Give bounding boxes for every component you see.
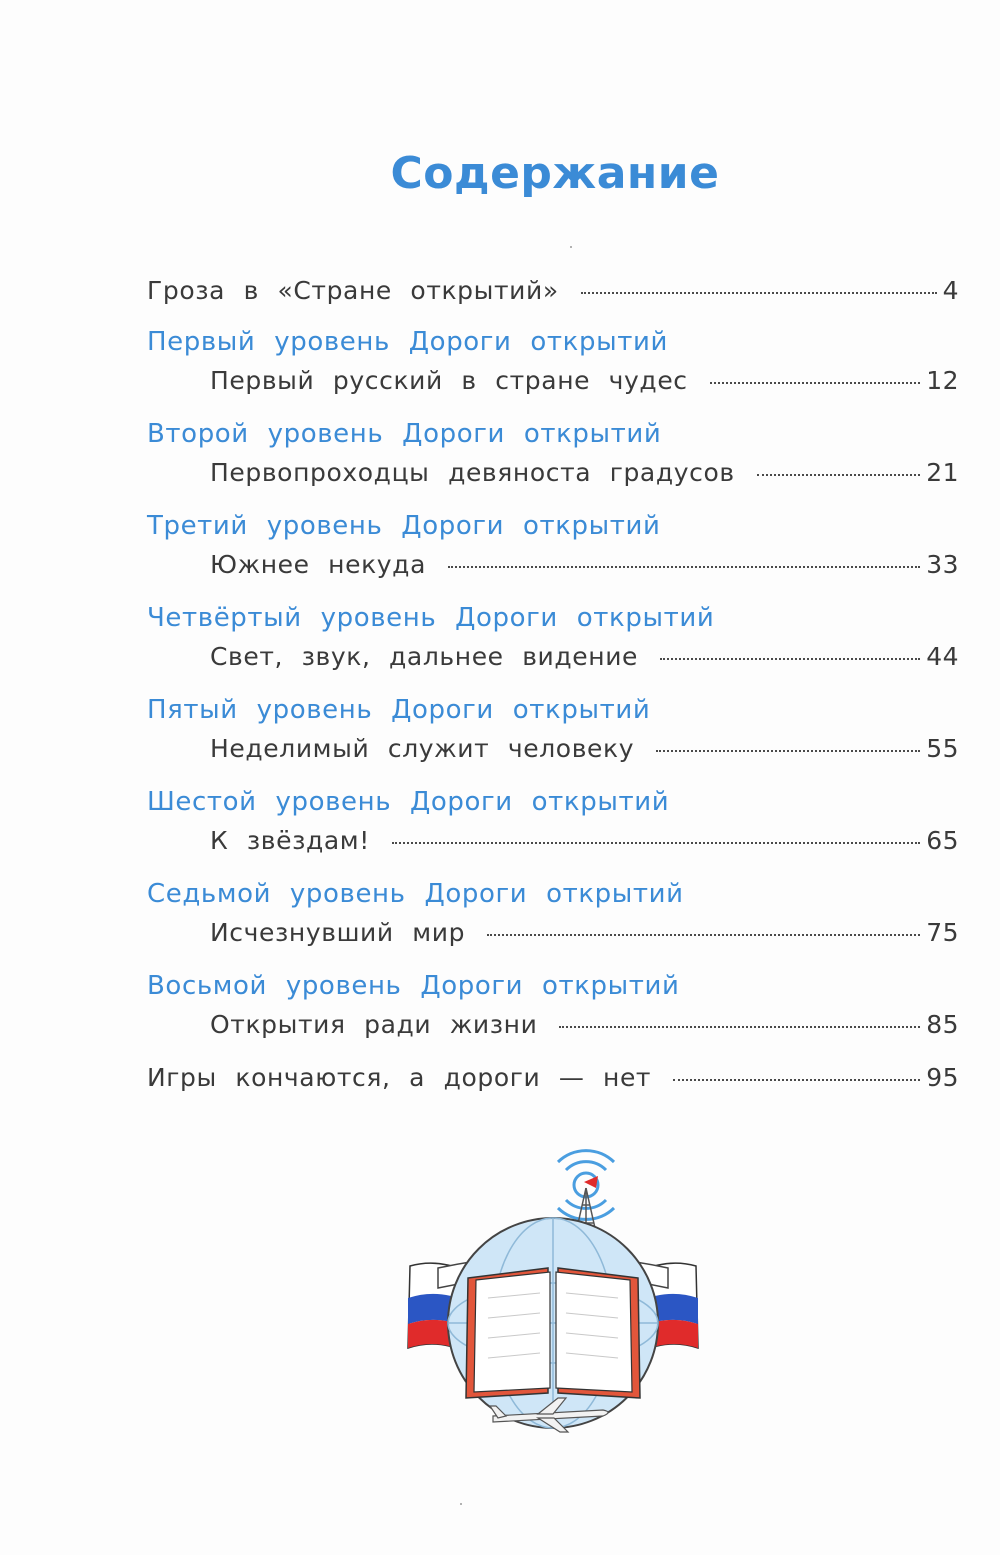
toc-entry[interactable] [210,734,959,774]
toc-entry-page: 44 [926,642,959,671]
dot-leader [673,1079,920,1081]
paper-speck [570,246,572,248]
toc-entry-title: Исчезнувший мир [210,918,466,947]
toc-level-heading[interactable]: Седьмой уровень Дороги открытий [147,879,684,909]
dot-leader [660,658,920,660]
dot-leader [448,566,920,568]
toc-entry[interactable] [210,1010,959,1050]
dot-leader [559,1026,920,1028]
toc-entry[interactable] [210,826,959,866]
toc-level-heading[interactable]: Четвёртый уровень Дороги открытий [147,603,715,633]
toc-entry-title: Неделимый служит человеку [210,734,635,763]
toc-entry-page: 75 [926,918,959,947]
toc-entry-page: 65 [926,826,959,855]
dot-leader [392,842,920,844]
toc-level-heading[interactable]: Второй уровень Дороги открытий [147,419,662,449]
toc-entry[interactable] [210,550,959,590]
toc-entry-page: 4 [942,276,959,305]
toc-entry[interactable] [210,458,959,498]
toc-entry[interactable] [210,642,959,682]
toc-entry-title: Первый русский в стране чудес [210,366,688,395]
dot-leader [710,382,921,384]
toc-entry-title: Свет, звук, дальнее видение [210,642,639,671]
toc-entry-page: 21 [926,458,959,487]
dot-leader [757,474,920,476]
toc-entry-page: 95 [926,1063,959,1092]
toc-entry-page: 12 [926,366,959,395]
open-book-globe-emblem-icon [398,1148,708,1438]
toc-entry-title: Первопроходцы девяноста градусов [210,458,735,487]
toc-entry-page: 33 [926,550,959,579]
toc-entry[interactable] [210,918,959,958]
dot-leader [487,934,920,936]
toc-entry-outro[interactable] [147,1063,959,1103]
toc-level-heading[interactable]: Первый уровень Дороги открытий [147,327,668,357]
toc-entry-title: Южнее некуда [210,550,426,579]
toc-entry-title: Открытия ради жизни [210,1010,538,1039]
toc-level-heading[interactable]: Восьмой уровень Дороги открытий [147,971,680,1001]
dot-leader [656,750,920,752]
toc-entry-title: Гроза в «Стране открытий» [147,276,559,305]
toc-level-heading[interactable]: Шестой уровень Дороги открытий [147,787,670,817]
page-title: Содержание [390,148,720,199]
toc-entry-title: К звёздам! [210,826,370,855]
toc-level-heading[interactable]: Пятый уровень Дороги открытий [147,695,651,725]
toc-level-heading[interactable]: Третий уровень Дороги открытий [147,511,661,541]
paper-speck [460,1503,462,1505]
toc-entry-page: 55 [926,734,959,763]
toc-entry[interactable] [210,366,959,406]
dot-leader [581,292,937,294]
toc-entry-title: Игры кончаются, а дороги — нет [147,1063,652,1092]
toc-entry-page: 85 [926,1010,959,1039]
toc-entry-intro[interactable] [147,276,959,316]
